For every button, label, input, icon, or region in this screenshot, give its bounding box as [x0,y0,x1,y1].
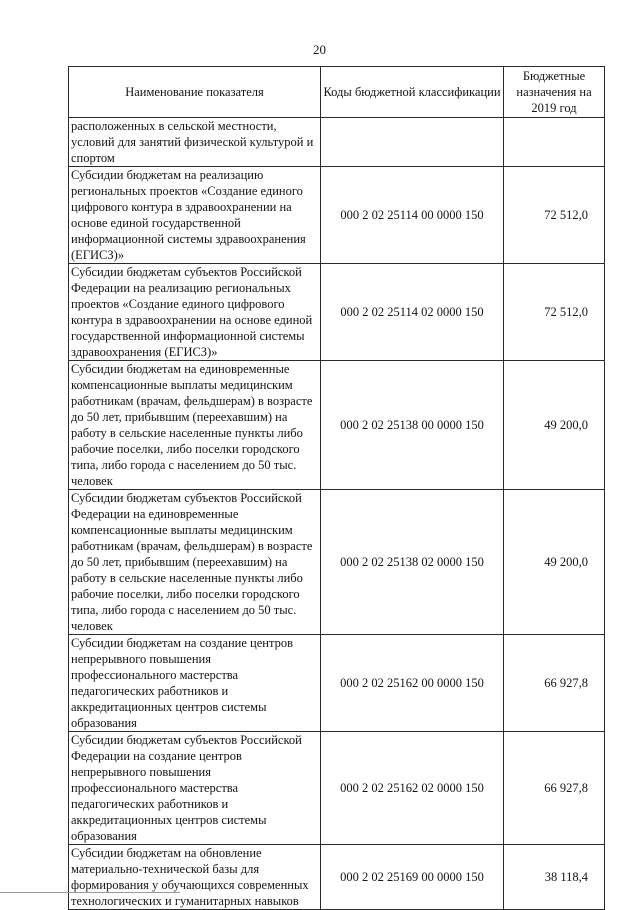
row-indicator-name: Субсидии бюджетам субъектов Российской Федерации на создание центров непрерывного повышения профессионального мастерства педагогических работников и аккредитационных центров системы образования [69,732,321,845]
row-indicator-name: Субсидии бюджетам на реализацию региональных проектов «Создание единого цифрового контура в здравоохранении на основе единой государственной информационной системы здравоохранения (ЕГИСЗ)» [69,167,321,264]
row-indicator-name: расположенных в сельской местности, условий для занятий физической культурой и спортом [69,118,321,167]
row-indicator-name: Субсидии бюджетам субъектов Российской Федерации на реализацию региональных проектов «Создание единого цифрового контура в здравоохранении на основе единой государственной информационной системы здравоохранения (ЕГИСЗ)» [69,264,321,361]
table-row [69,845,605,910]
row-budget-value: 49 200,0 [504,361,605,490]
row-budget-value [504,118,605,167]
footer-divider [0,892,180,893]
table-row [69,118,605,167]
table-row [69,167,605,264]
row-indicator-name: Субсидии бюджетам на единовременные компенсационные выплаты медицинским работникам (врачам, фельдшерам) в возрасте до 50 лет, прибывшим (переехавшим) на работу в сельские населенные пункты либо рабочие поселки, либо поселки городского типа, либо города с населением до 50 тыс. человек [69,361,321,490]
row-indicator-name: Субсидии бюджетам субъектов Российской Федерации на единовременные компенсационные выплаты медицинским работникам (врачам, фельдшерам) в возрасте до 50 лет, прибывшим (переехавшим) на работу в сельские населенные пункты либо рабочие поселки, либо поселки городского типа, либо города с населением до 50 тыс. человек [69,490,321,635]
row-classification-code: 000 2 02 25138 00 0000 150 [321,361,504,490]
header-classification-code: Коды бюджетной классификации [321,67,504,118]
header-budget-2019: Бюджетные назначения на 2019 год [504,67,605,118]
row-classification-code: 000 2 02 25162 00 0000 150 [321,635,504,732]
row-classification-code: 000 2 02 25114 00 0000 150 [321,167,504,264]
row-indicator-name: Субсидии бюджетам на создание центров непрерывного повышения профессионального мастерства педагогических работников и аккредитационных центров системы образования [69,635,321,732]
table-row [69,361,605,490]
page-number: 20 [313,42,326,57]
budget-table [68,66,605,910]
row-budget-value: 66 927,8 [504,732,605,845]
table-row [69,732,605,845]
header-indicator-name: Наименование показателя [69,67,321,118]
row-classification-code: 000 2 02 25138 02 0000 150 [321,490,504,635]
row-indicator-name: Субсидии бюджетам на обновление материально-технической базы для формирования у обучающихся современных технологических и гуманитарных навыков [69,845,321,910]
row-budget-value: 72 512,0 [504,264,605,361]
table-row [69,635,605,732]
row-budget-value: 49 200,0 [504,490,605,635]
table-header-row [69,67,605,118]
table-row [69,490,605,635]
row-classification-code: 000 2 02 25169 00 0000 150 [321,845,504,910]
row-classification-code [321,118,504,167]
table-row [69,264,605,361]
row-budget-value: 72 512,0 [504,167,605,264]
row-classification-code: 000 2 02 25162 02 0000 150 [321,732,504,845]
row-budget-value: 38 118,4 [504,845,605,910]
row-classification-code: 000 2 02 25114 02 0000 150 [321,264,504,361]
row-budget-value: 66 927,8 [504,635,605,732]
